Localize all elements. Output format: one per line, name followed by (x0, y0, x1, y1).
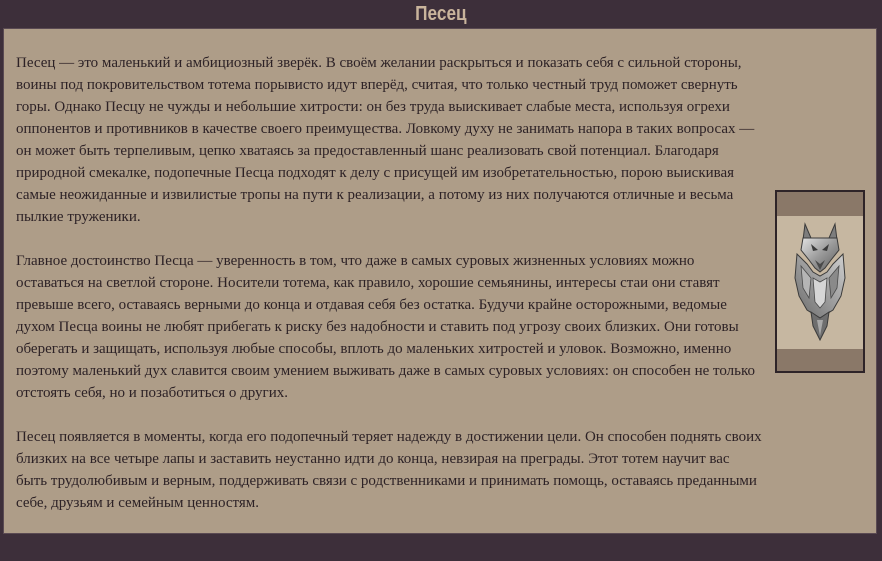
paragraph-appearance: Песец появляется в моменты, когда его подопечный теряет надежду в достижении цели. Он способен поднять своих близких на все четыре лапы и заставить неустанно идти до конца, невзирая на преграды. Этот тотем научит вас быть трудолюбивым и верным, поддерживать связи с родственниками и принимать помощь, оставаясь преданными себе, друзьям и семейным ценностям. (16, 429, 762, 511)
totem-frame-bottom (777, 349, 863, 371)
header-bar (0, 0, 882, 28)
totem-frame-top (777, 192, 863, 216)
content-panel (3, 28, 877, 534)
article-body (16, 52, 762, 536)
footer-band (0, 534, 882, 561)
paragraph-virtue: Главное достоинство Песца — уверенность в том, что даже в самых суровых жизненных условиях можно оставаться на светлой стороне. Носители тотема, как правило, хорошие семьянины, интересы стаи они ставят превыше всего, оставаясь верными до конца и отдавая себя без остатка. Будучи крайне осторожными, ведомые духом Песца воины не любят прибегать к риску без надобности и ставить под угрозу своих близких. Они готовы оберегать и защищать, используя любые способы, вплоть до маленьких хитростей и уловок. Возможно, именно поэтому маленький дух славится своим умением выживать даже в самых суровых условиях: он способен не только отстоять себя, но и позаботиться о других. (16, 253, 756, 401)
paragraph-intro: Песец — это маленький и амбициозный зверёк. В своём желании раскрыться и показать себя с сильной стороны, воины под покровительством тотема порывисто идут вперёд, считая, что только честный труд поможет свернуть горы. Однако Песцу не чужды и небольшие хитрости: он без труда выискивает слабые места, используя огрехи оппонентов и противников в качестве своего преимущества. Ловкому духу не занимать напора в таких вопросах — он может быть терпеливым, цепко хватаясь за предоставленный шанс реализовать свой потенциал. Благодаря природной смекалке, подопечные Песца подходят к делу с присущей им изобретательностью, порою выискивая самые неожиданные и извилистые тропы на пути к реализации, а потому из них получаются отличные и весьма пылкие труженики. (16, 55, 755, 225)
totem-image-frame (775, 190, 865, 373)
page-title: Песец (415, 3, 467, 25)
arctic-fox-totem-icon (791, 222, 849, 342)
